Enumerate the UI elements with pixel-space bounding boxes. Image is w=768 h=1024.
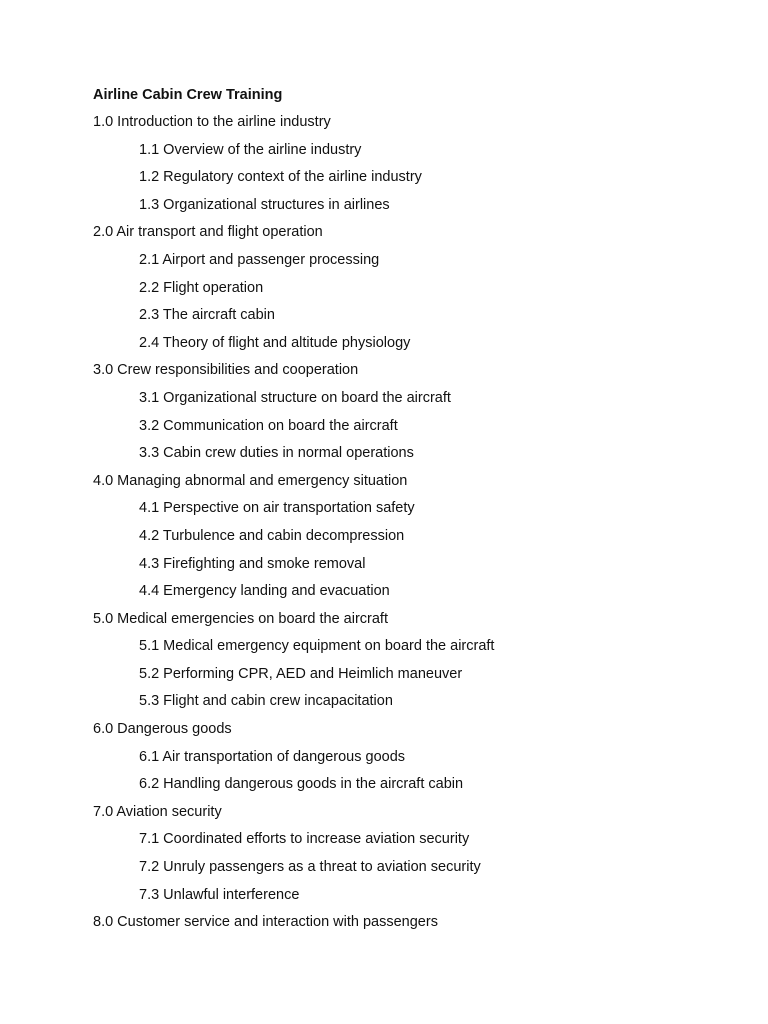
- outline-subsection: 2.2 Flight operation: [139, 279, 264, 296]
- outline-section: 6.0 Dangerous goods: [93, 721, 232, 738]
- outline-subsection: 6.2 Handling dangerous goods in the aircraft cabin: [139, 776, 464, 793]
- outline-section: 1.0 Introduction to the airline industry: [93, 114, 331, 130]
- outline-subsection: 6.1 Air transportation of dangerous goods: [139, 748, 406, 765]
- outline-section: 4.0 Managing abnormal and emergency situation: [93, 472, 408, 489]
- outline-subsection: 4.2 Turbulence and cabin decompression: [139, 527, 405, 544]
- outline-subsection: 3.3 Cabin crew duties in normal operations: [139, 445, 414, 462]
- outline-section: 5.0 Medical emergencies on board the aircraft: [93, 610, 388, 627]
- outline-subsection: 4.4 Emergency landing and evacuation: [139, 583, 390, 600]
- outline-subsection: 1.3 Organizational structures in airlines: [139, 196, 390, 213]
- outline-section: 2.0 Air transport and flight operation: [93, 224, 323, 241]
- outline-subsection: 4.1 Perspective on air transportation safety: [139, 500, 415, 517]
- outline-subsection: 2.3 The aircraft cabin: [139, 307, 275, 324]
- outline-subsection: 5.2 Performing CPR, AED and Heimlich maneuver: [139, 665, 463, 682]
- outline-subsection: 4.3 Firefighting and smoke removal: [139, 555, 366, 572]
- outline-subsection: 1.2 Regulatory context of the airline industry: [139, 169, 422, 186]
- outline-subsection: 3.1 Organizational structure on board the aircraft: [139, 389, 451, 406]
- outline-subsection: 2.1 Airport and passenger processing: [139, 251, 380, 268]
- outline-section: 8.0 Customer service and interaction with passengers: [93, 914, 438, 931]
- outline-section: 7.0 Aviation security: [93, 803, 222, 820]
- course-outline: [0, 113, 768, 941]
- outline-subsection: 2.4 Theory of flight and altitude physiology: [139, 334, 411, 351]
- outline-subsection: 5.3 Flight and cabin crew incapacitation: [139, 693, 393, 710]
- outline-section: 3.0 Crew responsibilities and cooperation: [93, 362, 359, 379]
- outline-subsection: 5.1 Medical emergency equipment on board the aircraft: [139, 638, 495, 655]
- outline-subsection: 7.2 Unruly passengers as a threat to aviation security: [139, 859, 481, 876]
- outline-subsection: 3.2 Communication on board the aircraft: [139, 417, 398, 434]
- outline-subsection: 7.1 Coordinated efforts to increase aviation security: [139, 831, 470, 848]
- outline-subsection: 1.1 Overview of the airline industry: [139, 141, 362, 158]
- document-title: Airline Cabin Crew Training: [93, 87, 283, 103]
- outline-subsection: 7.3 Unlawful interference: [139, 886, 300, 903]
